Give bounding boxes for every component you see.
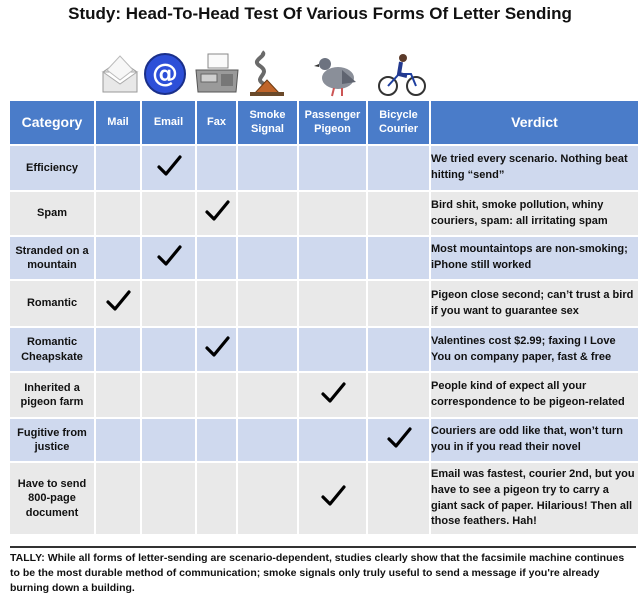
- cell-email: [141, 418, 196, 462]
- email-at-icon: [140, 50, 190, 98]
- table-row: [9, 236, 639, 280]
- table-row: [9, 280, 639, 327]
- cell-mail: [95, 462, 141, 535]
- envelope-icon: [95, 50, 145, 98]
- cell-mail: [95, 280, 141, 327]
- cell-smoke: [237, 372, 298, 418]
- category-cell: Spam: [9, 191, 95, 236]
- checkmark-icon: [105, 289, 131, 313]
- checkmark-icon: [204, 199, 230, 223]
- smoke-signal-icon: [242, 50, 292, 98]
- icon-row: [0, 50, 640, 100]
- table-row: [9, 327, 639, 372]
- header-passenger-pigeon: Passenger Pigeon: [298, 100, 367, 145]
- table-row: [9, 418, 639, 462]
- cell-smoke: [237, 145, 298, 191]
- cell-email: [141, 327, 196, 372]
- svg-text:@: @: [152, 59, 178, 89]
- cell-fax: [196, 236, 237, 280]
- cell-fax: [196, 327, 237, 372]
- cell-email: [141, 462, 196, 535]
- cell-mail: [95, 145, 141, 191]
- verdict-cell: Most mountaintops are non-smoking; iPhone still worked: [430, 236, 639, 280]
- verdict-cell: People kind of expect all your correspondence to be pigeon-related: [430, 372, 639, 418]
- header-email: Email: [141, 100, 196, 145]
- cell-email: [141, 191, 196, 236]
- header-smoke-signal: Smoke Signal: [237, 100, 298, 145]
- page-title: Study: Head-To-Head Test Of Various Forms Of Letter Sending: [68, 4, 572, 23]
- cell-courier: [367, 462, 430, 535]
- checkmark-icon: [320, 484, 346, 508]
- checkmark-icon: [386, 426, 412, 450]
- checkmark-icon: [156, 244, 182, 268]
- table-row: [9, 145, 639, 191]
- cell-pigeon: [298, 462, 367, 535]
- cell-smoke: [237, 418, 298, 462]
- header-category: Category: [9, 100, 95, 145]
- cell-courier: [367, 280, 430, 327]
- cell-pigeon: [298, 280, 367, 327]
- header-fax: Fax: [196, 100, 237, 145]
- cell-pigeon: [298, 327, 367, 372]
- category-cell: Efficiency: [9, 145, 95, 191]
- header-verdict: Verdict: [430, 100, 639, 145]
- pigeon-icon: [312, 50, 362, 98]
- table-row: [9, 191, 639, 236]
- checkmark-icon: [156, 154, 182, 178]
- table-body: [9, 145, 639, 535]
- comparison-table: [8, 99, 640, 536]
- category-cell: Romantic Cheapskate: [9, 327, 95, 372]
- cell-smoke: [237, 280, 298, 327]
- cell-pigeon: [298, 236, 367, 280]
- category-cell: Have to send 800-page document: [9, 462, 95, 535]
- cell-mail: [95, 372, 141, 418]
- cell-fax: [196, 191, 237, 236]
- cell-smoke: [237, 236, 298, 280]
- cell-smoke: [237, 327, 298, 372]
- cell-email: [141, 372, 196, 418]
- cell-courier: [367, 372, 430, 418]
- cell-fax: [196, 145, 237, 191]
- cell-pigeon: [298, 145, 367, 191]
- cell-email: [141, 236, 196, 280]
- header-bicycle-courier: Bicycle Courier: [367, 100, 430, 145]
- header-row: [9, 100, 639, 145]
- tally-text: TALLY: While all forms of letter-sending are scenario-dependent, studies clearly show that the facsimile machine continues to be the most durable method of communication; smoke signals only truly useful to send a message if you're already burning down a building.: [10, 546, 636, 597]
- verdict-cell: Email was fastest, courier 2nd, but you have to see a pigeon try to carry a giant sack of paper. Hilarious! Then all those feathers. Hah!: [430, 462, 639, 535]
- cell-courier: [367, 145, 430, 191]
- checkmark-icon: [320, 381, 346, 405]
- verdict-cell: Valentines cost $2.99; faxing I Love You on company paper, fast & free: [430, 327, 639, 372]
- verdict-cell: Couriers are odd like that, won’t turn you in if you read their novel: [430, 418, 639, 462]
- header-mail: Mail: [95, 100, 141, 145]
- cell-smoke: [237, 462, 298, 535]
- verdict-cell: Bird shit, smoke pollution, whiny couriers, spam: all irritating spam: [430, 191, 639, 236]
- cell-pigeon: [298, 372, 367, 418]
- cell-mail: [95, 327, 141, 372]
- cell-email: [141, 145, 196, 191]
- table-row: [9, 462, 639, 535]
- category-cell: Inherited a pigeon farm: [9, 372, 95, 418]
- verdict-cell: We tried every scenario. Nothing beat hitting “send”: [430, 145, 639, 191]
- cell-mail: [95, 236, 141, 280]
- fax-machine-icon: [192, 50, 242, 98]
- category-cell: Romantic: [9, 280, 95, 327]
- cell-pigeon: [298, 418, 367, 462]
- cell-courier: [367, 191, 430, 236]
- verdict-cell: Pigeon close second; can’t trust a bird if you want to guarantee sex: [430, 280, 639, 327]
- cell-fax: [196, 462, 237, 535]
- cell-smoke: [237, 191, 298, 236]
- cell-fax: [196, 280, 237, 327]
- bicycle-icon: [377, 50, 427, 98]
- category-cell: Fugitive from justice: [9, 418, 95, 462]
- cell-fax: [196, 372, 237, 418]
- checkmark-icon: [204, 335, 230, 359]
- cell-mail: [95, 191, 141, 236]
- cell-pigeon: [298, 191, 367, 236]
- table-row: [9, 372, 639, 418]
- cell-courier: [367, 418, 430, 462]
- cell-fax: [196, 418, 237, 462]
- cell-email: [141, 280, 196, 327]
- cell-courier: [367, 327, 430, 372]
- cell-mail: [95, 418, 141, 462]
- cell-courier: [367, 236, 430, 280]
- category-cell: Stranded on a mountain: [9, 236, 95, 280]
